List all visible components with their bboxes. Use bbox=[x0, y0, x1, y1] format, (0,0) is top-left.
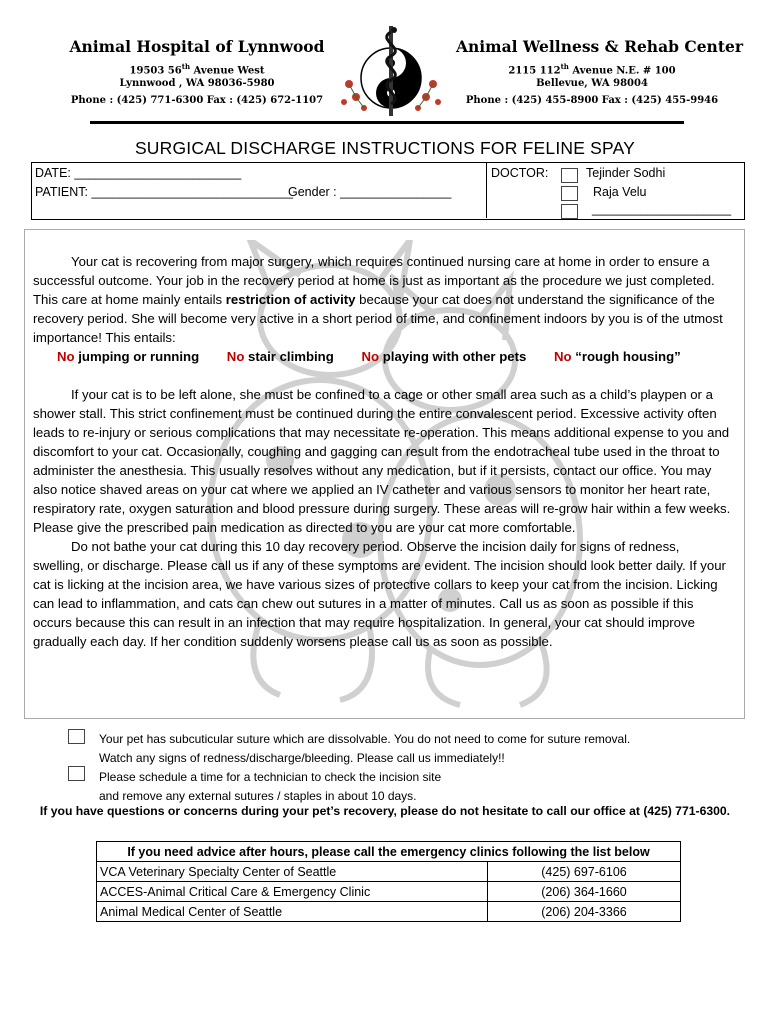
recovery-paragraph: Your cat is recovering from major surgery, which requires continued nursing care at home in order to ensure a successful outcome. Your job in the recovery period at home is just as important as the procedure we just completed. This care at home mainly entails restriction of activity because your cat does not understand the significance of the recovery period. She will become very active in a short period of time, and confinement indoors by you is of the utmost importance! This entails: bbox=[33, 254, 723, 345]
right-hospital-name: Animal Wellness & Rehab Center bbox=[456, 37, 744, 56]
left-hospital-street: 19503 56th Avenue West bbox=[129, 62, 265, 77]
patient-field[interactable]: PATIENT: _____________________________ bbox=[35, 185, 294, 199]
rule-stairs: No stair climbing bbox=[226, 349, 334, 364]
yin-yang-logo-icon bbox=[336, 22, 446, 118]
emergency-clinics-table bbox=[96, 841, 681, 922]
right-hospital-city: Bellevue, WA 98004 bbox=[536, 78, 648, 89]
right-hospital-street: 2115 112th Avenue N.E. # 100 bbox=[508, 62, 676, 77]
doctor-checkbox-velu[interactable] bbox=[561, 186, 578, 201]
left-hospital-phone: Phone : (425) 771-6300 Fax : (425) 672-1107 bbox=[70, 95, 324, 106]
doctor-other-line[interactable]: ____________________ bbox=[592, 202, 732, 216]
dissolvable-suture-checkbox[interactable] bbox=[68, 729, 85, 744]
confinement-paragraph: If your cat is to be left alone, she must be confined to a cage or other small area such as a child’s playpen or a shower stall. This strict confinement must be continued during the entire convalescent period. Excessive activity often leads to re-injury or serious complications that may necessitate re-operation. This means additional expense to you and discomfort to your cat. Occasionally, coughing and gagging can result from the endotracheal tube used in the throat to administer the anesthesia. This usually resolves without any medication, but if it persists, contact our office. You may also notice shaved areas on your cat where we applied an IV catheter and various sensors to monitor her heart rate, respiratory rate, oxygen saturation and blood pressure during surgery. These areas will re-grow hair within a few weeks. Please give the prescribed pain medication as directed to you are your cat more comfortable. bbox=[33, 387, 731, 535]
table-row bbox=[97, 902, 681, 922]
doctor-label: DOCTOR: bbox=[491, 166, 549, 180]
doctor-name-sodhi: Tejinder Sodhi bbox=[586, 166, 666, 180]
gender-field[interactable]: Gender : ________________ bbox=[288, 185, 452, 199]
left-hospital-name: Animal Hospital of Lynnwood bbox=[69, 37, 325, 56]
rule-jumping: No jumping or running bbox=[57, 349, 200, 364]
clinic-name: Animal Medical Center of Seattle bbox=[97, 902, 488, 922]
right-hospital-phone: Phone : (425) 455-8900 Fax : (425) 455-9946 bbox=[465, 95, 719, 106]
rule-playing: No playing with other pets bbox=[361, 349, 527, 364]
table-row bbox=[97, 862, 681, 882]
activity-restrictions bbox=[33, 347, 733, 366]
incision-paragraph: Do not bathe your cat during this 10 day recovery period. Observe the incision daily for signs of redness, swelling, or discharge. Please call us if any of these symptoms are evident. The incision should look better daily. If your cat is licking at the incision area, we have various sizes of protective collars to keep your cat from the incision. Licking can lead to inflammation, and cats can chew out sutures in a matter of minutes. Call us as soon as possible if this occurs because this can result in an infection that may require hospitalization. In general, your cat should improve gradually each day. If her condition suddenly worsens please call us as soon as possible. bbox=[33, 539, 726, 649]
doctor-checkbox-sodhi[interactable] bbox=[561, 168, 578, 183]
external-suture-checkbox[interactable] bbox=[68, 766, 85, 781]
contact-note: If you have questions or concerns during your pet’s recovery, please do not hesitate to call our office at (425) 771-6300. bbox=[39, 804, 731, 818]
dissolvable-suture-text: Your pet has subcuticular suture which are dissolvable. You do not need to come for suture removal. Watch any signs of redness/discharge/bleeding. Please call us immediately!! Please schedule a time for a technician to check the incision site and remove any external sutures / staples in about 10 days. bbox=[99, 732, 631, 803]
header-divider bbox=[90, 121, 684, 124]
clinic-phone: (425) 697-6106 bbox=[488, 862, 681, 882]
left-hospital-city: Lynnwood , WA 98036-5980 bbox=[119, 78, 275, 89]
clinic-phone: (206) 204-3366 bbox=[488, 902, 681, 922]
clinic-phone: (206) 364-1660 bbox=[488, 882, 681, 902]
table-row bbox=[97, 882, 681, 902]
doctor-name-velu: Raja Velu bbox=[593, 185, 647, 199]
rule-rough-housing: No “rough housing” bbox=[554, 349, 681, 364]
emergency-header: If you need advice after hours, please call the emergency clinics following the list below bbox=[97, 842, 681, 862]
doctor-checkbox-other[interactable] bbox=[561, 204, 578, 219]
date-field[interactable]: DATE: ________________________ bbox=[35, 166, 242, 180]
clinic-name: VCA Veterinary Specialty Center of Seattle bbox=[97, 862, 488, 882]
clinic-name: ACCES-Animal Critical Care & Emergency Clinic bbox=[97, 882, 488, 902]
instructions-text bbox=[33, 252, 733, 651]
page-title: SURGICAL DISCHARGE INSTRUCTIONS FOR FELINE SPAY bbox=[134, 138, 636, 158]
